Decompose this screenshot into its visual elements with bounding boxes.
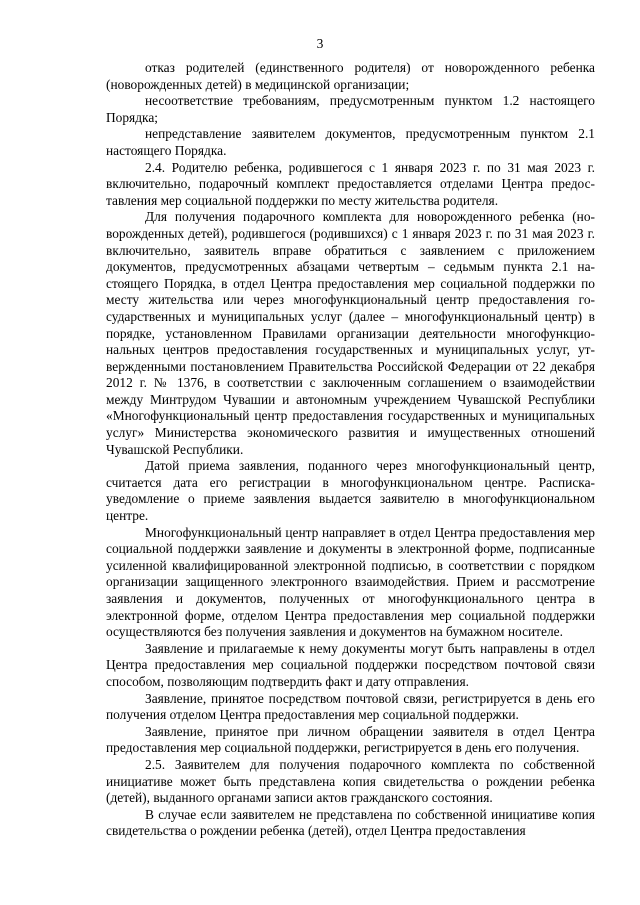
paragraph-1: отказ родителей (единственного родителя) от новорожденного ребенка (новорожденных детей) в медицинской организации; — [106, 60, 595, 92]
paragraph-3: непредставление заявителем документов, предусмотренным пунктом 2.1 настоящего Порядка. — [106, 126, 595, 158]
paragraph-8: Заявление и прилагаемые к нему документы могут быть направлены в отдел Центра предоставления мер социальной поддержки посредством почтовой связи способом, позволяющим подтвердить факт и дату отправления. — [106, 640, 595, 689]
paragraph-7: Многофункциональный центр направляет в отдел Центра предоставления мер социальной поддержки заявление и документы в электронной форме, подписанные усиленной квалифицированной электронной подписью, в соответствии с порядком организации защищенного электронного взаимодействия. Прием и рассмотрение заявления и документов, полученных от многофункционального центра в электронной форме, отделом Центра предоставления мер социальной поддержки осуществляются без получения заявления и документов на бумажном носителе. — [106, 524, 595, 640]
paragraph-4: 2.4. Родителю ребенка, родившегося с 1 января 2023 г. по 31 мая 2023 г. включительно, подарочный комплект предоставляется отделами Центра предоставления мер социальной поддержки по месту жительства родителя. — [106, 159, 595, 208]
paragraph-12: В случае если заявителем не представлена по собственной инициативе копия свидетельства о рождении ребенка (детей), отдел Центра предоставления — [106, 806, 595, 839]
paragraph-5: Для получения подарочного комплекта для новорожденного ребенка (новорожденных детей), родившегося (родившихся) с 1 января 2023 г. по 31 мая 2023 г. включительно, заявитель вправе обратиться с заявлением с приложением документов, предусмотренных абзацами четвертым – седьмым пункта 2.1 настоящего Порядка, в отдел Центра предоставления мер социальной поддержки по месту жительства или через многофункциональный центр предоставления государственных и муниципальных услуг (далее – многофункциональный центр) в порядке, установленном Правилами организации деятельности многофункциональных центров предоставления государственных и муниципальных услуг, утвержденными постановлением Правительства Российской Федерации от 22 декабря 2012 г. № 1376, в соответствии с заключенным соглашением о взаимодействии между Минтрудом Чувашии и автономным учреждением Чувашской Республики «Многофункциональный центр предоставления государственных и муниципальных услуг» Министерства экономического развития и имущественных отношений Чувашской Республики. — [106, 209, 595, 457]
paragraph-10: Заявление, принятое при личном обращении заявителя в отдел Центра предоставления мер социальной поддержки, регистрируется в день его получения. — [106, 723, 595, 756]
paragraph-2: несоответствие требованиям, предусмотренным пунктом 1.2 настоящего Порядка; — [106, 93, 595, 125]
paragraph-11: 2.5. Заявителем для получения подарочного комплекта по собственной инициативе может быть представлена копия свидетельства о рождении ребенка (детей), выданного органами записи актов гражданского состояния. — [106, 756, 595, 806]
paragraph-6: Датой приема заявления, поданного через многофункциональный центр, считается дата его регистрации в многофункциональном центре. Расписка-уведомление о приеме заявления выдается заявителю в многофункциональном центре. — [106, 458, 595, 524]
document-body — [106, 60, 595, 840]
page-number: 3 — [316, 36, 324, 51]
paragraph-9: Заявление, принятое посредством почтовой связи, регистрируется в день его получения отделом Центра предоставления мер социальной поддержки. — [106, 690, 595, 723]
